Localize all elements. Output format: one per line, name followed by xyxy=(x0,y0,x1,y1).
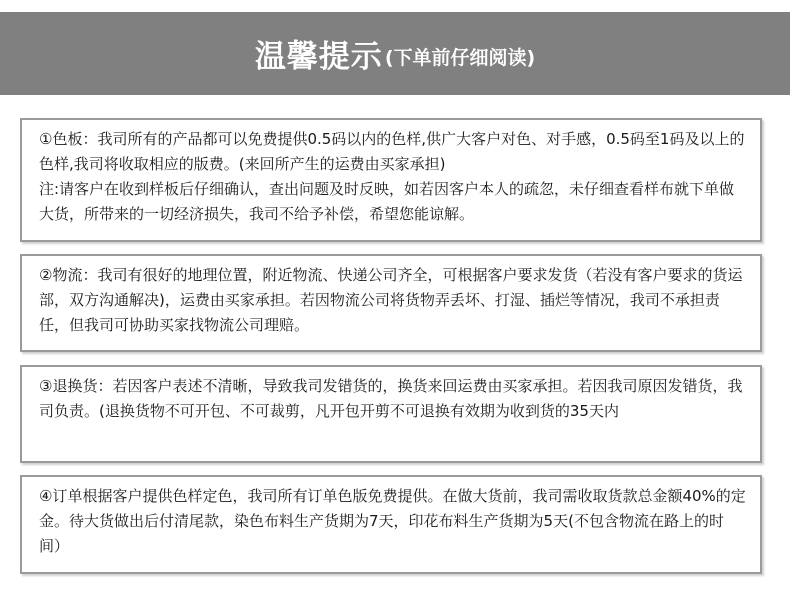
header-title: 温馨提示 xyxy=(254,39,383,75)
notice-box-orders xyxy=(20,475,762,574)
notice-text: ②物流：我司有很好的地理位置，附近物流、快递公司齐全，可根据客户要求发货（若没有客户要求的货运部，双方沟通解决)，运费由买家承担。若因物流公司将货物弄丢坏、打湿、插烂等情况，我司不承担责任，但我司可协助买家找物流公司理赔。 xyxy=(39,266,743,334)
notice-note: 注:请客户在收到样板后仔细确认，查出问题及时反映，如若因客户本人的疏忽，未仔细查看样布就下单做大货，所带来的一切经济损失，我司不给予补偿，希望您能谅解。 xyxy=(39,180,735,223)
notice-box-returns xyxy=(20,365,762,463)
notice-text: ④订单根据客户提供色样定色，我司所有订单色版免费提供。在做大货前，我司需收取货款总金额40%的定金。待大货做出后付清尾款，染色布料生产货期为7天，印花布料生产货期为5天(不包含物流在路上的时间） xyxy=(39,487,746,555)
notice-box-logistics xyxy=(20,254,762,352)
notice-text: ③退换货：若因客户表述不清晰，导致我司发错货的，换货来回运费由买家承担。若因我司原因发错货，我司负责。(退换货物不可开包、不可裁剪，凡开包开剪不可退换有效期为收到货的35天内 xyxy=(39,377,743,420)
notice-text: ①色板：我司所有的产品都可以免费提供0.5码以内的色样,供广大客户对色、对手感，0.5码至1码及以上的色样,我司将收取相应的版费。(来回所产生的运费由买家承担) xyxy=(39,130,745,173)
header-subtitle: (下单前仔细阅读) xyxy=(384,47,536,69)
notice-header xyxy=(0,12,790,95)
notice-box-color-sample xyxy=(20,118,762,242)
